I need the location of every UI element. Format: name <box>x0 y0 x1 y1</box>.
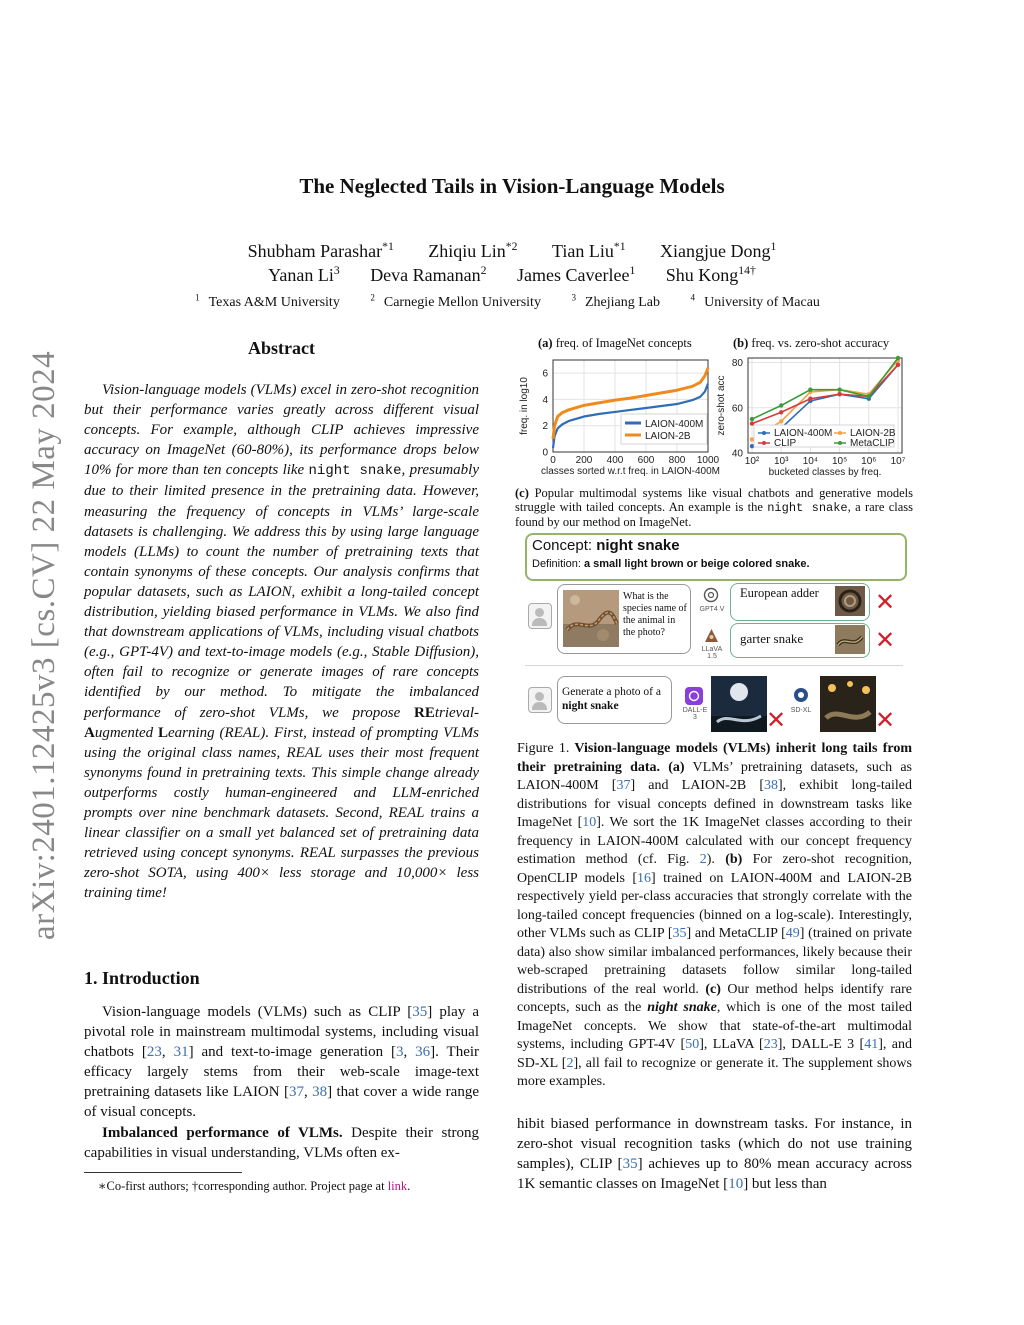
author: Shu Kong$^{14\dagger}$ <box>665 264 756 285</box>
y-axis-label: zero-shot acc <box>716 375 727 436</box>
x-tick-label: 600 <box>637 455 655 466</box>
arxiv-identifier: arXiv:2401.12425v3 [cs.CV] 22 May 2024 <box>26 350 62 940</box>
legend-label: LAION-400M <box>645 419 704 430</box>
legend-marker <box>838 431 842 435</box>
llava-logo-icon <box>704 628 719 643</box>
affiliation: $^3$ Zhejiang Lab <box>571 292 661 310</box>
panel-b-title: (b) freq. vs. zero-shot accuracy <box>733 336 890 350</box>
citation-link[interactable]: 36 <box>415 1044 431 1061</box>
fail-x-icon: ✕ <box>875 706 896 734</box>
citation-link[interactable]: 37 <box>616 778 631 793</box>
citation-link[interactable]: 41 <box>864 1037 879 1052</box>
x-tick-label: 10³ <box>773 456 789 467</box>
affiliation: $^1$ Texas A&M University <box>195 292 340 310</box>
legend-label: MetaCLIP <box>850 438 895 449</box>
author: Xiangjue Dong$^1$ <box>660 240 777 261</box>
right-column-text: hibit biased performance in downstream tasks. For instance, in zero-shot visual recognition tasks (which do not use training samples), CLIP [35] achieves up to 80% mean accuracy across 1K semantic classes on ImageNet [10] but less than <box>517 1116 913 1193</box>
panel-a-title: (a) freq. of ImageNet concepts <box>538 336 692 350</box>
data-point <box>750 437 754 441</box>
gpt4v-label: GPT4 V <box>699 606 725 613</box>
citation-link[interactable]: 31 <box>173 1044 189 1061</box>
question-text: What is the species name of the animal in the photo? <box>623 591 687 638</box>
data-point <box>750 421 754 425</box>
author: Tian Liu$^{*1}$ <box>551 240 626 261</box>
paper-title: The Neglected Tails in Vision-Language Models <box>299 174 725 198</box>
data-point <box>837 392 841 396</box>
x-tick-label: 10⁶ <box>861 456 877 467</box>
affiliation: $^2$ Carnegie Mellon University <box>370 292 541 310</box>
citation-link[interactable]: 35 <box>622 1156 638 1173</box>
intro-body <box>84 1002 479 1163</box>
fail-x-icon: ✕ <box>766 706 787 734</box>
concept-definition: Definition: a small light brown or beige colored snake. <box>532 558 810 570</box>
x-axis-label: classes sorted w.r.t freq. in LAION-400M <box>541 466 720 477</box>
data-point <box>779 419 783 423</box>
intro-paragraph: Vision-language models (VLMs) such as CLIP [35] play a pivotal role in mainstream multimodal systems, including visual chatbots [23, 31] and text-to-image generation [3, 36]. Their efficacy largely stems from their web-scale image-text pretraining datasets like LAION [37, 38] that cover a wide range of visual concepts. <box>84 1004 480 1121</box>
citation-link[interactable]: 3 <box>395 1044 404 1061</box>
y-tick-label: 60 <box>731 403 743 415</box>
gpt4v-answer: European adder <box>740 586 819 600</box>
intro-paragraph: Imbalanced performance of VLMs. Despite their strong capabilities in visual understanding, VLMs often ex- <box>84 1124 479 1161</box>
legend-marker <box>762 441 766 445</box>
intro-heading: 1. Introduction <box>84 968 200 988</box>
legend-marker <box>838 441 842 445</box>
affiliations <box>0 292 1024 311</box>
data-point <box>779 410 783 414</box>
panel-c-divider <box>525 665 903 666</box>
citation-link[interactable]: 10 <box>728 1176 744 1193</box>
series-line <box>752 365 898 424</box>
data-point <box>750 417 754 421</box>
figure-caption: Figure 1. Vision-language models (VLMs) inherit long tails from their pretraining data. (a) VLMs’ pretraining datasets, such as LAION-400M [37] and LAION-2B [38], exhibit long-tailed distributions for visual concepts defined in downstream tasks like ImageNet [10]. We sort the 1K ImageNet classes according to their frequency in LAION-400M calculated with our concept frequency estimation method (cf. Fig. 2). (b) For zero-shot recognition, OpenCLIP models [16] trained on LAION-400M and LAION-2B respectively yield per-class accuracies that strongly correlate with the long-tailed concept frequencies (binned on a log-scale). Interestingly, other VLMs such as CLIP [35] and MetaCLIP [49] (trained on private data) also show similar imbalanced performances, likely because their web-scraped pretraining datasets follow similar long-tailed distributions of the real world. (c) Our method helps identify rare concepts, such as the night snake, which is one of the most tailed ImageNet concepts. We show that state-of-the-art multimodal systems, including GPT-4V [50], LLaVA [23], DALL-E 3 [41], and SD-XL [2], all fail to recognize or generate it. The supplement shows more examples. <box>517 741 913 1089</box>
data-point <box>750 444 754 448</box>
dalle-logo-icon <box>685 687 703 705</box>
x-tick-label: 400 <box>606 455 624 466</box>
data-point <box>837 387 841 391</box>
x-tick-label: 10⁵ <box>831 456 848 467</box>
dalle-generated-image <box>711 676 767 732</box>
author: Zhiqiu Lin$^{*2}$ <box>428 240 518 261</box>
citation-link[interactable]: 38 <box>764 778 778 793</box>
author: James Caverlee$^1$ <box>516 264 636 285</box>
fail-x-icon: ✕ <box>875 588 896 616</box>
x-tick-label: 800 <box>668 455 686 466</box>
user-avatar-icon <box>528 687 552 713</box>
data-point <box>808 397 812 401</box>
y-tick-label: 4 <box>542 394 548 406</box>
sdxl-label: SD-XL <box>790 707 812 714</box>
footnote-divider <box>84 1172 242 1173</box>
citation-link[interactable]: 35 <box>672 926 687 941</box>
figure-link[interactable]: 2 <box>699 852 707 867</box>
authors-line-1 <box>0 240 1024 262</box>
x-tick-label: 200 <box>575 455 593 466</box>
citation-link[interactable]: 49 <box>785 926 800 941</box>
chart-zero-shot-accuracy <box>712 352 912 477</box>
dalle-label: DALL-E 3 <box>682 707 708 721</box>
author: Shubham Parashar$^{*1}$ <box>247 240 394 261</box>
concept-title: Concept: night snake <box>532 537 680 554</box>
project-page-link[interactable]: link <box>387 1179 408 1193</box>
y-tick-label: 40 <box>731 448 743 460</box>
x-tick-label: 1000 <box>696 455 720 466</box>
affiliation: $^4$ University of Macau <box>690 292 820 310</box>
x-tick-label: 0 <box>550 455 556 466</box>
citation-link[interactable]: 35 <box>412 1004 428 1020</box>
abstract-heading: Abstract <box>248 338 315 358</box>
llava-answer: garter snake <box>740 631 804 646</box>
data-point <box>896 356 900 360</box>
y-tick-label: 80 <box>731 358 743 370</box>
citation-link[interactable]: 23 <box>763 1037 778 1052</box>
y-tick-label: 2 <box>542 421 548 433</box>
citation-link[interactable]: 10 <box>582 815 597 830</box>
sdxl-logo-icon <box>793 687 809 703</box>
llava-label: LLaVA 1.5 <box>701 646 723 660</box>
citation-link[interactable]: 50 <box>685 1037 700 1052</box>
citation-link[interactable]: 23 <box>146 1044 162 1061</box>
authors-line-2 <box>0 264 1024 286</box>
panel-c-caption: (c) Popular multimodal systems like visual chatbots and generative models struggle with tailed concepts. An example is the night snake, a rare class found by our method on ImageNet. <box>515 486 913 529</box>
data-point <box>896 363 900 367</box>
data-point <box>779 403 783 407</box>
garter-snake-thumbnail <box>835 625 865 654</box>
data-point <box>808 387 812 391</box>
sdxl-generated-image <box>820 676 876 732</box>
y-tick-label: 6 <box>542 368 548 380</box>
x-tick-label: 10⁷ <box>890 456 906 467</box>
chart-concept-frequency <box>515 352 720 477</box>
legend-marker <box>762 431 766 435</box>
data-point <box>867 394 871 398</box>
citation-link[interactable]: 38 <box>312 1084 328 1101</box>
adder-thumbnail <box>835 586 865 616</box>
user-avatar-icon <box>528 603 552 629</box>
author: Yanan Li$^3$ <box>268 264 340 285</box>
x-tick-label: 10⁴ <box>802 456 819 467</box>
legend-label: CLIP <box>774 438 797 449</box>
citation-link[interactable]: 2 <box>566 1055 574 1071</box>
x-tick-label: 10² <box>744 456 760 467</box>
snake-photo <box>563 590 619 647</box>
legend-label: LAION-400M <box>774 428 833 439</box>
legend-label: LAION-2B <box>645 431 691 442</box>
citation-link[interactable]: 37 <box>288 1084 304 1101</box>
y-axis-label: freq. in log10 <box>519 377 530 435</box>
abstract-body: Vision-language models (VLMs) excel in zero-shot recognition but their performance varies greatly across different visual concepts. For example, although CLIP achieves impressive accuracy on ImageNet (60-80%), its performance drops below 10% for more than ten concepts like night snake, presumably due to their limited presence in the pretraining data. However, measuring the frequency of concepts in VLMs’ large-scale datasets is challenging. We address this by using large language models (LLMs) to count the number of pretraining texts that contain synonyms of these concepts. Our analysis confirms that popular datasets, such as LAION, exhibit a long-tailed concept distribution, yielding biased performance in VLMs. We also find that downstream applications of VLMs, including visual chatbots (e.g., GPT-4V) and text-to-image models (e.g., Stable Diffusion), often fail to recognize or generate images of rare concepts identified by our method. To mitigate the imbalanced performance of zero-shot VLMs, we propose REtrieval-Augmented Learning (REAL). First, instead of prompting VLMs using the original class names, REAL uses their most frequent synonyms found in pretraining texts. This simple change already outperforms costly human-engineered and LLM-enriched prompts over nine benchmark datasets. Second, REAL trains a linear classifier on a small yet balanced set of pretraining data retrieved using concept synonyms. REAL surpasses the previous zero-shot SOTA, using 400× less storage and 10,000× less training time! <box>84 382 480 902</box>
citation-link[interactable]: 16 <box>637 870 652 886</box>
author: Deva Ramanan$^2$ <box>370 264 487 285</box>
legend-label: LAION-2B <box>850 428 896 439</box>
y-tick-label: 0 <box>542 447 548 459</box>
fail-x-icon: ✕ <box>875 626 896 654</box>
footnote: ∗Co-first authors; †corresponding author. Project page at link. <box>98 1179 411 1193</box>
gpt4v-logo-icon <box>703 587 719 603</box>
x-axis-label: bucketed classes by freq. <box>768 467 882 477</box>
generation-prompt: Generate a photo of a night snake <box>562 686 661 712</box>
